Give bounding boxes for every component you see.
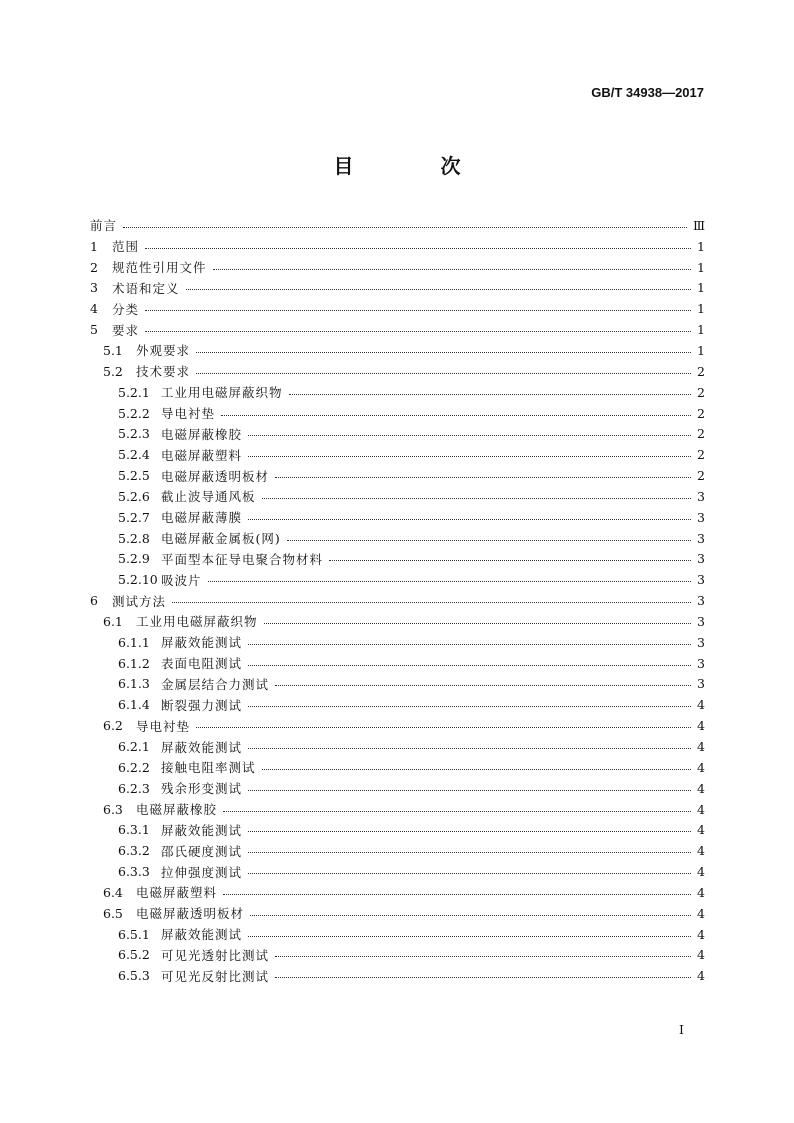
- dot-leader: [248, 706, 691, 707]
- dot-leader: [223, 811, 691, 812]
- toc-entry-title: 可见光反射比测试: [161, 968, 270, 984]
- dot-leader: [196, 373, 691, 374]
- toc-entry[interactable]: [90, 861, 705, 882]
- toc-entry[interactable]: [90, 819, 705, 840]
- toc-entry[interactable]: [90, 361, 705, 382]
- toc-entry[interactable]: [90, 298, 705, 319]
- toc-entry[interactable]: [90, 278, 705, 299]
- dot-leader: [145, 248, 691, 249]
- dot-leader: [248, 748, 691, 749]
- toc-entry-title: 测试方法: [112, 593, 167, 609]
- toc-entry[interactable]: [90, 382, 705, 403]
- toc-entry-page: 4: [697, 759, 705, 775]
- toc-entry-title: 电磁屏蔽塑料: [136, 885, 218, 901]
- toc-entry[interactable]: [90, 528, 705, 549]
- toc-entry-title: 屏蔽效能测试: [161, 822, 243, 838]
- toc-entry-title: 术语和定义: [112, 280, 180, 296]
- toc-entry[interactable]: [90, 882, 705, 903]
- toc-entry-page: 1: [697, 322, 705, 338]
- toc-entry-page: 4: [697, 822, 705, 838]
- toc-entry-number: 6.1.4: [118, 697, 150, 713]
- dot-leader: [248, 519, 691, 520]
- toc-entry-number: 5.2.2: [118, 405, 150, 421]
- toc-entry-title: 电磁屏蔽橡胶: [161, 426, 243, 442]
- toc-entry-page: 3: [697, 509, 705, 525]
- dot-leader: [196, 727, 691, 728]
- toc-entry-number: 6.5.2: [118, 947, 150, 963]
- dot-leader: [248, 665, 691, 666]
- dot-leader: [262, 498, 692, 499]
- dot-leader: [289, 394, 692, 395]
- toc-entry-number: 6.1.2: [118, 655, 150, 671]
- toc-entry-page: 1: [697, 238, 705, 254]
- toc-entry-number: 6.3.3: [118, 864, 150, 880]
- toc-entry-page: 4: [697, 884, 705, 900]
- toc-entry-page: 3: [697, 551, 705, 567]
- toc-entry-page: 2: [697, 363, 705, 379]
- toc-entry-page: 4: [697, 697, 705, 713]
- toc-entry-title: 残余形变测试: [161, 781, 243, 797]
- toc-entry-number: 6.1.1: [118, 634, 150, 650]
- toc-entry[interactable]: [90, 423, 705, 444]
- toc-entry-number: 6.3: [103, 801, 123, 817]
- toc-entry-number: 6.3.1: [118, 822, 150, 838]
- toc-entry[interactable]: [90, 319, 705, 340]
- toc-entry-number: 6.5: [103, 905, 123, 921]
- standard-code: GB/T 34938—2017: [591, 85, 704, 100]
- toc-entry-title: 接触电阻率测试: [161, 760, 256, 776]
- dot-leader: [248, 456, 691, 457]
- toc-entry[interactable]: [90, 965, 705, 986]
- toc-entry-title: 金属层结合力测试: [161, 676, 270, 692]
- toc-entry-page: 1: [697, 342, 705, 358]
- table-of-contents: [90, 215, 705, 986]
- toc-entry-number: 5.2.1: [118, 384, 150, 400]
- toc-entry-title: 工业用电磁屏蔽织物: [136, 614, 258, 630]
- toc-entry-title: 导电衬垫: [136, 718, 191, 734]
- toc-entry[interactable]: [90, 715, 705, 736]
- toc-entry-number: 5.2.5: [118, 468, 150, 484]
- toc-entry-title: 表面电阻测试: [161, 656, 243, 672]
- toc-entry-title: 屏蔽效能测试: [161, 739, 243, 755]
- toc-entry[interactable]: [90, 757, 705, 778]
- toc-entry-page: 3: [697, 593, 705, 609]
- dot-leader: [248, 936, 691, 937]
- toc-entry[interactable]: [90, 507, 705, 528]
- dot-leader: [329, 560, 691, 561]
- toc-entry-page: 3: [697, 634, 705, 650]
- toc-entry-title: 拉伸强度测试: [161, 864, 243, 880]
- toc-entry-title: 电磁屏蔽透明板材: [161, 468, 270, 484]
- toc-entry-page: 4: [697, 905, 705, 921]
- toc-entry-title: 导电衬垫: [161, 406, 216, 422]
- toc-entry-number: 5.2.8: [118, 530, 150, 546]
- toc-entry-page: 3: [697, 613, 705, 629]
- toc-entry-page: 4: [697, 843, 705, 859]
- toc-entry-number: 5.2.3: [118, 426, 150, 442]
- page-title: 目 次: [333, 154, 501, 178]
- toc-entry-page: 4: [697, 926, 705, 942]
- toc-entry-number: 4: [90, 301, 98, 317]
- dot-leader: [221, 415, 691, 416]
- toc-entry-page: 4: [697, 718, 705, 734]
- toc-entry[interactable]: [90, 549, 705, 570]
- toc-entry-number: 3: [90, 280, 98, 296]
- toc-entry-page: 3: [697, 655, 705, 671]
- dot-leader: [145, 331, 691, 332]
- toc-entry-number: 5.2.6: [118, 488, 150, 504]
- toc-entry-title: 平面型本征导电聚合物材料: [161, 551, 324, 567]
- dot-leader: [123, 227, 687, 228]
- toc-entry-title: 截止波导通风板: [161, 489, 256, 505]
- toc-entry-number: 5.2.4: [118, 447, 150, 463]
- dot-leader: [248, 644, 691, 645]
- toc-entry-title: 电磁屏蔽金属板(网): [161, 531, 281, 547]
- dot-leader: [248, 831, 691, 832]
- toc-entry[interactable]: [90, 653, 705, 674]
- toc-entry-page: 4: [697, 780, 705, 796]
- toc-entry[interactable]: [90, 465, 705, 486]
- dot-leader: [196, 352, 691, 353]
- toc-entry-title: 邵氏硬度测试: [161, 843, 243, 859]
- toc-entry[interactable]: [90, 340, 705, 361]
- toc-entry-title: 屏蔽效能测试: [161, 635, 243, 651]
- toc-entry[interactable]: [90, 569, 705, 590]
- toc-entry[interactable]: [90, 674, 705, 695]
- toc-entry-number: 6.3.2: [118, 843, 150, 859]
- toc-entry-page: 4: [697, 801, 705, 817]
- toc-entry[interactable]: [90, 444, 705, 465]
- toc-entry[interactable]: [90, 694, 705, 715]
- toc-entry[interactable]: [90, 486, 705, 507]
- toc-entry-number: 5.2.7: [118, 509, 150, 525]
- toc-entry-number: 6.2.2: [118, 759, 150, 775]
- toc-entry-page: 2: [697, 468, 705, 484]
- dot-leader: [262, 769, 692, 770]
- toc-entry-page: 1: [697, 259, 705, 275]
- toc-entry-number: 5: [90, 322, 98, 338]
- toc-entry[interactable]: [90, 590, 705, 611]
- dot-leader: [275, 956, 691, 957]
- toc-entry-number: 6: [90, 593, 98, 609]
- page-number: I: [679, 1022, 684, 1037]
- toc-entry-title: 吸波片: [161, 572, 202, 588]
- toc-entry-title: 外观要求: [136, 343, 191, 359]
- toc-entry[interactable]: [90, 611, 705, 632]
- toc-entry[interactable]: [90, 403, 705, 424]
- toc-entry-page: 2: [697, 384, 705, 400]
- toc-entry-title: 范围: [112, 239, 140, 255]
- toc-entry-title: 电磁屏蔽橡胶: [136, 802, 218, 818]
- toc-entry-title: 电磁屏蔽透明板材: [136, 906, 245, 922]
- dot-leader: [248, 790, 691, 791]
- dot-leader: [275, 477, 691, 478]
- toc-entry[interactable]: [90, 840, 705, 861]
- dot-leader: [208, 581, 692, 582]
- dot-leader: [275, 977, 691, 978]
- toc-entry[interactable]: [90, 236, 705, 257]
- toc-entry-page: 2: [697, 405, 705, 421]
- toc-entry-page: 4: [697, 864, 705, 880]
- toc-entry-number: 6.4: [103, 884, 123, 900]
- toc-entry-number: 6.5.3: [118, 968, 150, 984]
- toc-entry-number: 6.5.1: [118, 926, 150, 942]
- toc-entry[interactable]: [90, 799, 705, 820]
- toc-entry-title: 屏蔽效能测试: [161, 927, 243, 943]
- toc-entry-number: 6.2.3: [118, 780, 150, 796]
- toc-entry-title: 可见光透射比测试: [161, 947, 270, 963]
- toc-entry-page: 1: [697, 280, 705, 296]
- dot-leader: [145, 310, 691, 311]
- toc-entry-page: 3: [697, 530, 705, 546]
- toc-entry-title: 工业用电磁屏蔽织物: [161, 385, 283, 401]
- dot-leader: [250, 915, 691, 916]
- dot-leader: [223, 894, 691, 895]
- toc-entry-number: 1: [90, 238, 98, 254]
- toc-entry-page: 3: [697, 676, 705, 692]
- toc-entry[interactable]: [90, 945, 705, 966]
- toc-entry[interactable]: [90, 736, 705, 757]
- toc-entry[interactable]: [90, 924, 705, 945]
- toc-entry-number: 6.2.1: [118, 739, 150, 755]
- toc-entry[interactable]: [90, 903, 705, 924]
- toc-entry-title: 前言: [90, 218, 118, 234]
- toc-entry-number: 2: [90, 259, 98, 275]
- toc-entry-page: 4: [697, 968, 705, 984]
- toc-entry-title: 技术要求: [136, 364, 191, 380]
- dot-leader: [287, 540, 691, 541]
- toc-entry[interactable]: [90, 778, 705, 799]
- toc-entry-page: 4: [697, 739, 705, 755]
- toc-entry-title: 断裂强力测试: [161, 697, 243, 713]
- dot-leader: [248, 435, 691, 436]
- toc-entry-page: Ⅲ: [692, 217, 705, 233]
- toc-entry-number: 6.2: [103, 718, 123, 734]
- toc-entry-page: 3: [697, 572, 705, 588]
- dot-leader: [275, 685, 691, 686]
- dot-leader: [264, 623, 692, 624]
- toc-entry-title: 电磁屏蔽薄膜: [161, 510, 243, 526]
- toc-entry-number: 5.2: [103, 363, 123, 379]
- toc-entry[interactable]: [90, 215, 705, 236]
- toc-entry-page: 2: [697, 447, 705, 463]
- toc-entry-number: 5.1: [103, 342, 123, 358]
- toc-entry-number: 5.2.9: [118, 551, 150, 567]
- dot-leader: [248, 852, 691, 853]
- toc-entry-number: 6.1.3: [118, 676, 150, 692]
- toc-entry-title: 分类: [112, 301, 140, 317]
- dot-leader: [213, 269, 692, 270]
- dot-leader: [172, 602, 691, 603]
- toc-entry[interactable]: [90, 257, 705, 278]
- toc-entry-number: 6.1: [103, 613, 123, 629]
- toc-entry-title: 规范性引用文件: [112, 260, 207, 276]
- toc-entry-page: 1: [697, 301, 705, 317]
- toc-entry-page: 3: [697, 488, 705, 504]
- toc-entry-number: 5.2.10: [118, 572, 158, 588]
- toc-entry-title: 要求: [112, 322, 140, 338]
- toc-entry-title: 电磁屏蔽塑料: [161, 447, 243, 463]
- toc-entry-page: 2: [697, 426, 705, 442]
- dot-leader: [186, 289, 692, 290]
- dot-leader: [248, 873, 691, 874]
- toc-entry-page: 4: [697, 947, 705, 963]
- toc-entry[interactable]: [90, 632, 705, 653]
